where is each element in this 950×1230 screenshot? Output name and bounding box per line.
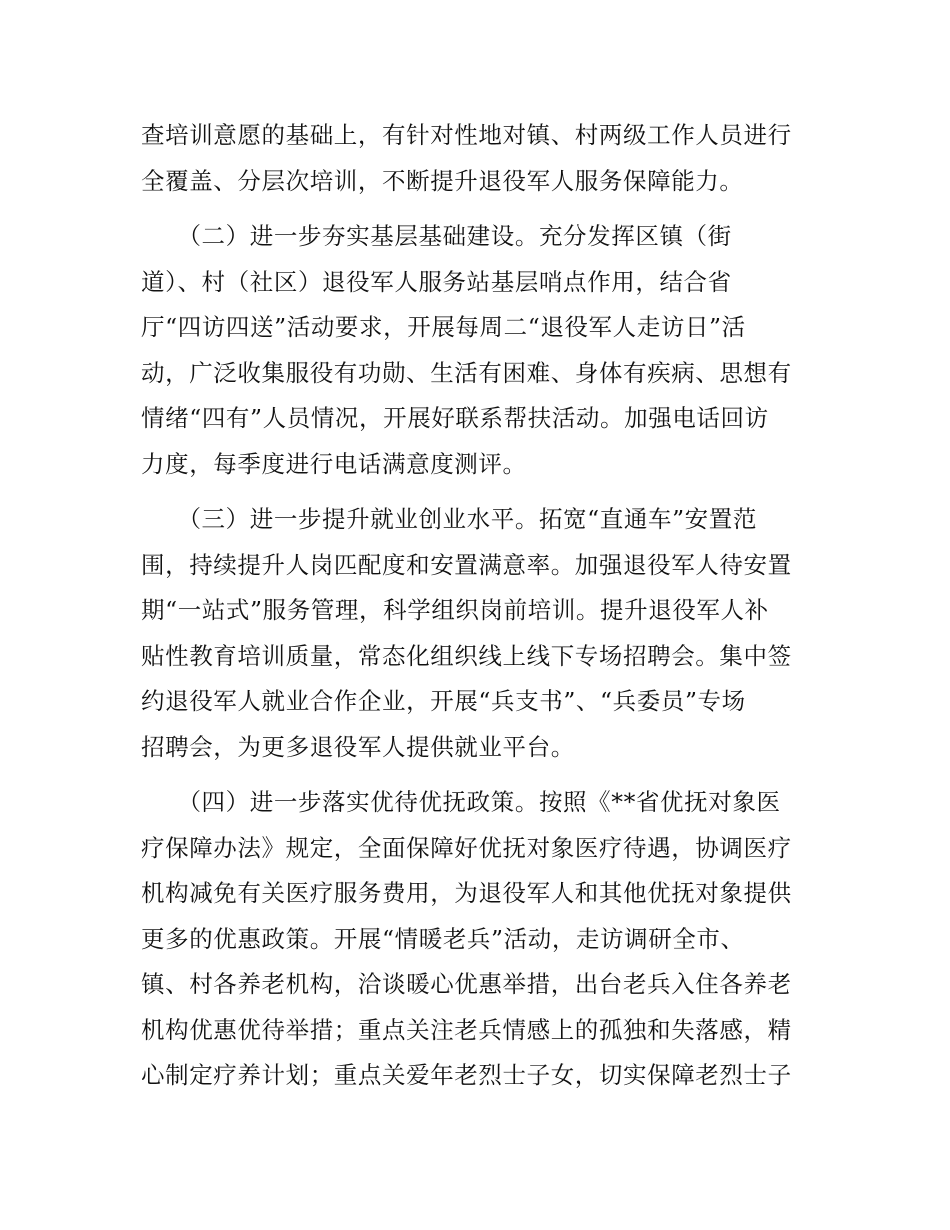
text-line: 心制定疗养计划；重点关爱年老烈士子女，切实保障老烈士子	[141, 1061, 792, 1089]
text-line: 更多的优惠政策。开展“情暖老兵”活动，走访调研全市、	[141, 924, 745, 953]
text-line: 机构优惠优待举措；重点关注老兵情感上的孤独和失落感，精	[141, 1015, 792, 1044]
text-line: 围，持续提升人岗匹配度和安置满意率。加强退役军人待安置	[141, 550, 792, 579]
text-line: 查培训意愿的基础上，有针对性地对镇、村两级工作人员进行	[141, 121, 792, 149]
text-line: （二）进一步夯实基层基础建设。充分发挥区镇（街	[141, 222, 732, 250]
text-line: 约退役军人就业合作企业，开展“兵支书”、“兵委员”专场	[141, 687, 746, 715]
text-line: 厅“四访四送”活动要求，开展每周二“退役军人走访日”活	[141, 313, 746, 341]
text-line: 动，广泛收集服役有功勋、生活有困难、身体有疾病、思想有	[141, 358, 792, 387]
text-line: 力度，每季度进行电话满意度测评。	[141, 449, 527, 478]
text-line: 贴性教育培训质量，常态化组织线上线下专场招聘会。集中签	[141, 641, 792, 670]
text-line: （三）进一步提升就业创业水平。拓宽“直通车”安置范	[141, 505, 757, 533]
text-line: 疗保障办法》规定，全面保障好优抚对象医疗待遇，协调医疗	[141, 833, 792, 862]
text-line: 期“一站式”服务管理，科学组织岗前培训。提升退役军人补	[141, 596, 769, 624]
document-body	[141, 113, 810, 1099]
paragraph-continuation	[141, 113, 810, 204]
text-line: （四）进一步落实优待优抚政策。按照《**省优抚对象医	[141, 788, 781, 816]
text-line: 镇、村各养老机构，洽谈暖心优惠举措，出台老兵入住各养老	[141, 970, 792, 998]
text-line: 道）、村（社区）退役军人服务站基层哨点作用，结合省	[141, 267, 732, 296]
text-line: 机构减免有关医疗服务费用，为退役军人和其他优抚对象提供	[141, 879, 792, 907]
paragraph-section-4	[141, 780, 810, 1099]
text-line: 全覆盖、分层次培训，不断提升退役军人服务保障能力。	[141, 166, 744, 195]
paragraph-section-2	[141, 214, 810, 487]
paragraph-section-3	[141, 497, 810, 770]
text-line: 情绪“四有”人员情况，开展好联系帮扶活动。加强电话回访	[141, 404, 769, 432]
text-line: 招聘会，为更多退役军人提供就业平台。	[141, 732, 575, 761]
